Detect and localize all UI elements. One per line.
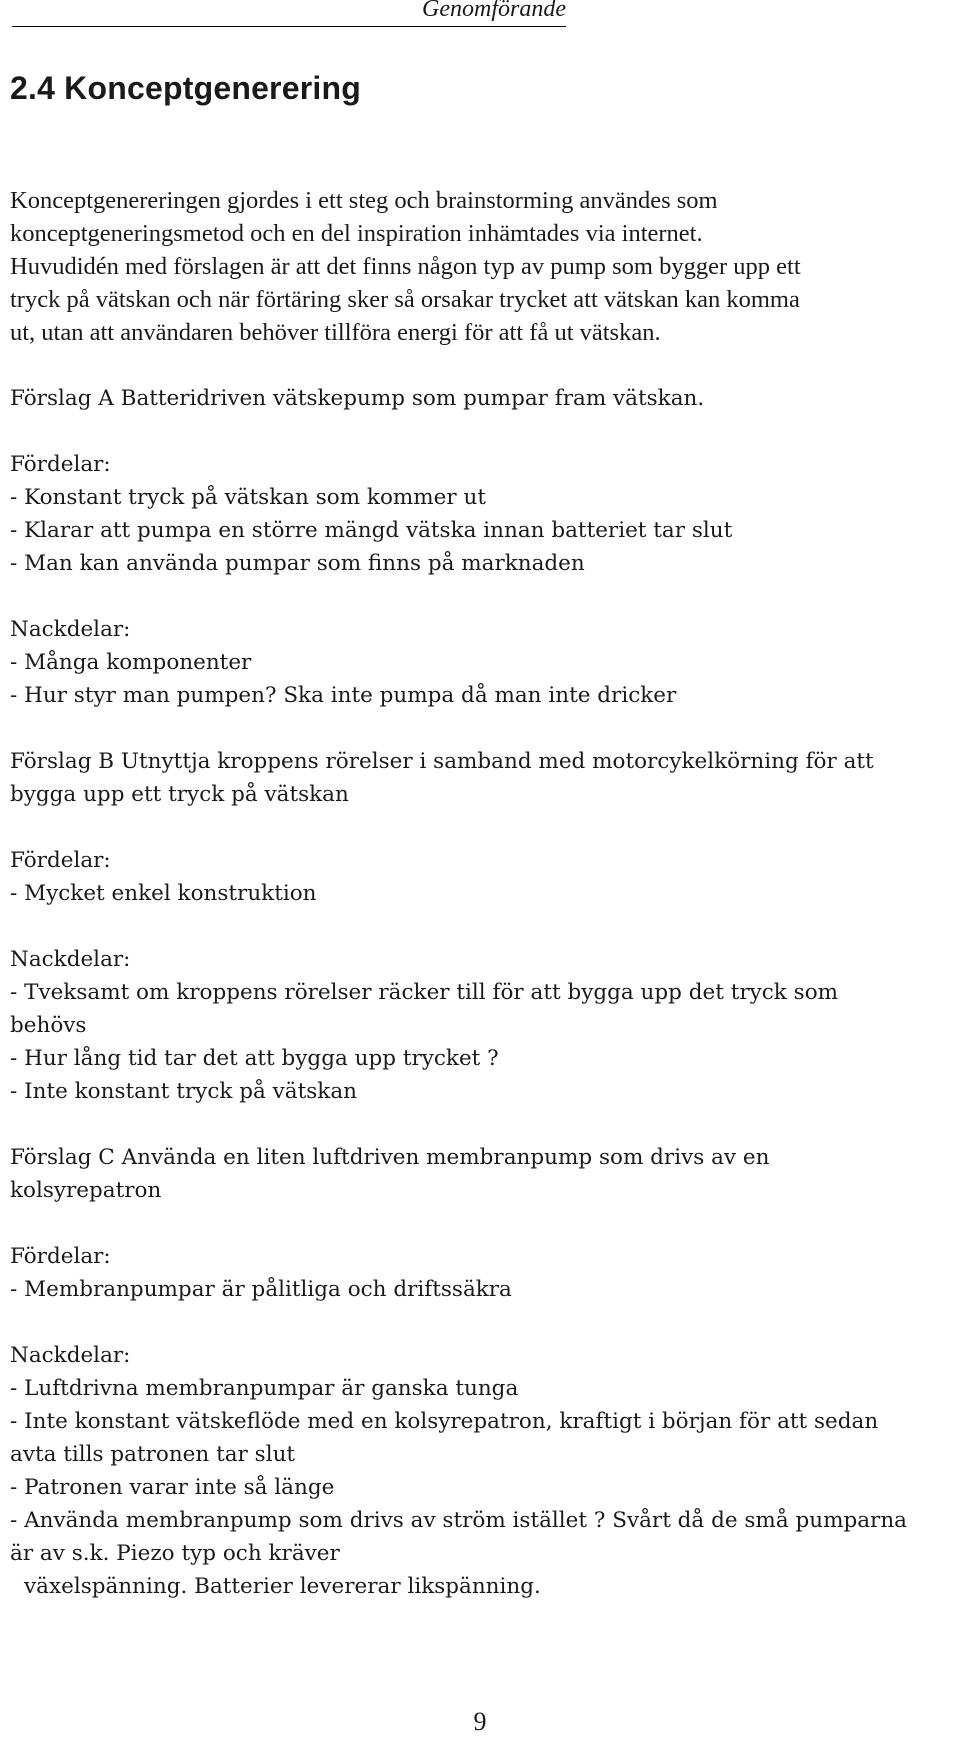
running-header: Genomförande — [422, 0, 566, 22]
intro-line: ut, utan att användaren behöver tillföra energi för att få ut vätskan. — [10, 319, 661, 346]
cons-item: - Patronen varar inte så länge — [10, 1475, 335, 1500]
cons-item: - Inte konstant vätskeflöde med en kolsyrepatron, kraftigt i början för att sedan — [10, 1409, 879, 1434]
proposal-heading: kolsyrepatron — [10, 1178, 162, 1203]
proposal-heading: Förslag C Använda en liten luftdriven membranpump som drivs av en — [10, 1145, 770, 1170]
pros-item: - Man kan använda pumpar som finns på marknaden — [10, 551, 585, 576]
pros-item: - Konstant tryck på vätskan som kommer ut — [10, 485, 487, 510]
pros-label: Fördelar: — [10, 1244, 111, 1269]
cons-label: Nackdelar: — [10, 1343, 131, 1368]
page-number: 9 — [473, 1707, 487, 1736]
pros-label: Fördelar: — [10, 848, 111, 873]
proposal-c — [10, 1108, 955, 1603]
document-body — [10, 184, 955, 1603]
proposal-heading: Förslag B Utnyttja kroppens rörelser i samband med motorcykelkörning för att — [10, 749, 874, 774]
cons-item: - Luftdrivna membranpumpar är ganska tunga — [10, 1376, 519, 1401]
cons-label: Nackdelar: — [10, 617, 131, 642]
intro-line: konceptgeneringsmetod och en del inspiration inhämtades via internet. — [10, 220, 703, 247]
pros-item: - Klarar att pumpa en större mängd vätska innan batteriet tar slut — [10, 518, 733, 543]
pros-label: Fördelar: — [10, 452, 111, 477]
cons-item: behövs — [10, 1013, 87, 1038]
cons-item: - Använda membranpump som drivs av ström istället ? Svårt då de små pumparna — [10, 1508, 907, 1533]
intro-line: Huvudidén med förslagen är att det finns någon typ av pump som bygger upp ett — [10, 253, 801, 280]
proposal-heading: Förslag A Batteridriven vätskepump som pumpar fram vätskan. — [10, 386, 705, 411]
pros-item: - Membranpumpar är pålitliga och driftssäkra — [10, 1277, 512, 1302]
cons-item: - Hur lång tid tar det att bygga upp trycket ? — [10, 1046, 499, 1071]
proposal-b — [10, 712, 955, 1108]
intro-paragraph — [10, 184, 955, 349]
cons-item: - Tveksamt om kroppens rörelser räcker till för att bygga upp det tryck som — [10, 980, 839, 1005]
intro-line: Konceptgenereringen gjordes i ett steg och brainstorming användes som — [10, 187, 718, 214]
cons-item: - Hur styr man pumpen? Ska inte pumpa då man inte dricker — [10, 683, 677, 708]
proposal-heading: bygga upp ett tryck på vätskan — [10, 782, 349, 807]
cons-item: är av s.k. Piezo typ och kräver — [10, 1541, 340, 1566]
page-header — [12, 0, 566, 27]
proposal-a — [10, 349, 955, 712]
cons-item: - Inte konstant tryck på vätskan — [10, 1079, 357, 1104]
cons-item: växelspänning. Batterier levererar likspänning. — [24, 1574, 541, 1599]
section-title: 2.4 Konceptgenerering — [10, 70, 361, 106]
pros-item: - Mycket enkel konstruktion — [10, 881, 317, 906]
cons-item: avta tills patronen tar slut — [10, 1442, 296, 1467]
cons-label: Nackdelar: — [10, 947, 131, 972]
intro-line: tryck på vätskan och när förtäring sker så orsakar trycket att vätskan kan komma — [10, 286, 800, 313]
cons-item: - Många komponenter — [10, 650, 252, 675]
